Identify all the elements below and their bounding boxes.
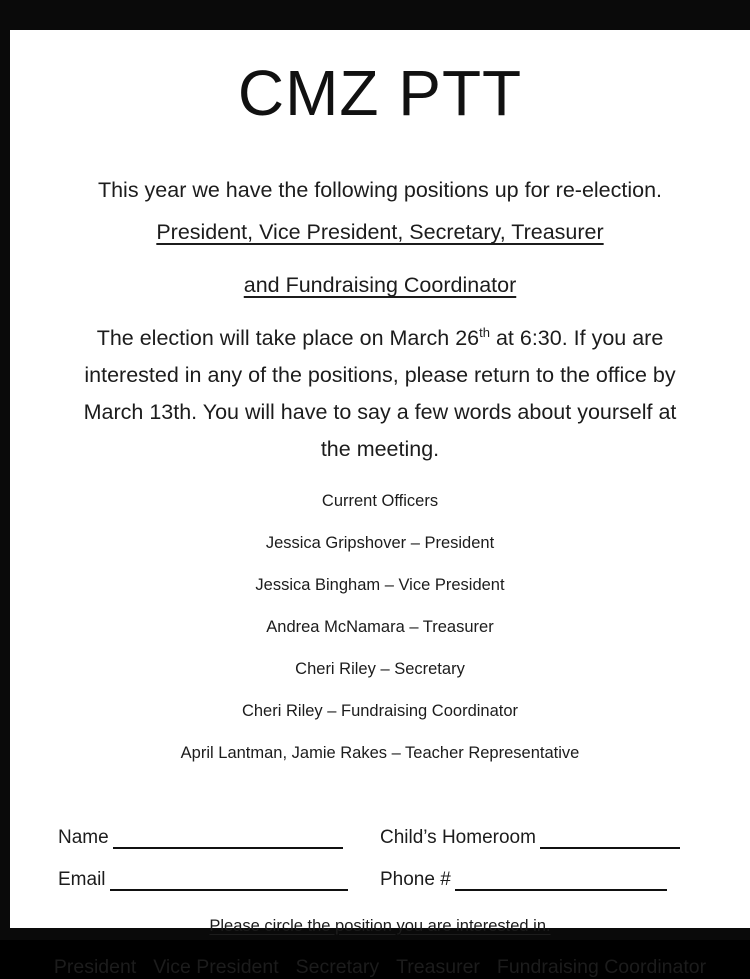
form-row-1: [58, 807, 702, 849]
position-choice: President: [53, 955, 137, 978]
officer-item: Jessica Gripshover – President: [265, 533, 495, 552]
election-text-part1: The election will take place on March 26: [96, 326, 480, 350]
position-choice: Fundraising Coordinator: [496, 955, 707, 978]
position-choice: Treasurer: [396, 955, 480, 978]
document-page: [10, 30, 750, 978]
phone-label: Phone #: [380, 868, 451, 890]
homeroom-field: [380, 827, 702, 849]
name-field: [58, 827, 380, 849]
name-label: Name: [58, 826, 109, 848]
signup-form: [50, 807, 710, 891]
officer-item: Jessica Bingham – Vice President: [255, 575, 505, 594]
phone-blank-line: [455, 871, 667, 891]
intro-text: This year we have the following positions up for re-election.: [97, 178, 663, 202]
election-details: [68, 320, 692, 468]
officer-item: Cheri Riley – Fundraising Coordinator: [241, 701, 519, 720]
page-title: CMZ PTT: [237, 57, 523, 129]
homeroom-label: Child’s Homeroom: [380, 826, 536, 848]
homeroom-blank-line: [540, 829, 680, 849]
positions-line-1: President, Vice President, Secretary, Treasurer: [156, 220, 604, 244]
name-blank-line: [113, 829, 343, 849]
officer-item: Andrea McNamara – Treasurer: [266, 617, 494, 636]
position-choice: Vice President: [153, 955, 279, 978]
officers-heading: Current Officers: [321, 491, 439, 510]
election-text-part2: at 6:30. If you are interested in any of the positions, please return to the office by March 13th. You will have to say a few words about yourself at the meeting.: [83, 326, 677, 461]
email-field: [58, 869, 380, 891]
phone-field: [380, 869, 702, 891]
position-choice: Secretary: [295, 955, 380, 978]
positions-choices: [50, 956, 710, 979]
email-label: Email: [58, 868, 106, 890]
positions-line-2: and Fundraising Coordinator: [243, 273, 517, 297]
ordinal-suffix: th: [479, 324, 490, 340]
circle-instruction: Please circle the position you are interested in.: [209, 916, 551, 935]
officer-item: April Lantman, Jamie Rakes – Teacher Representative: [180, 743, 580, 762]
form-row-2: [58, 849, 702, 891]
officer-item: Cheri Riley – Secretary: [295, 659, 465, 678]
email-blank-line: [110, 871, 348, 891]
